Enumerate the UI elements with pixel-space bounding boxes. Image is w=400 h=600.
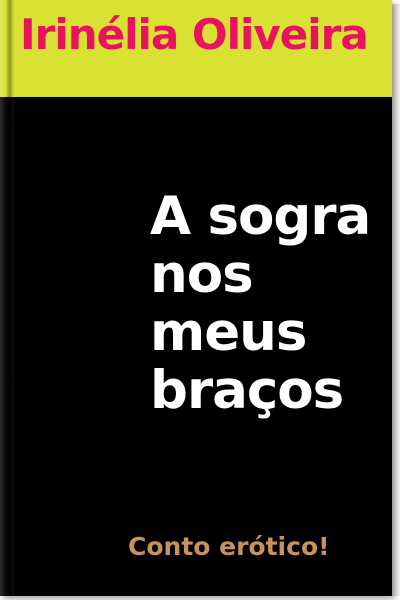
title-line: braços <box>150 360 344 421</box>
author-name: Irinélia Oliveira <box>20 10 368 59</box>
subtitle: Conto erótico! <box>128 532 330 561</box>
title-line: A sogra <box>150 186 371 247</box>
title-line: meus <box>150 302 307 363</box>
book-title <box>150 188 370 420</box>
title-line: nos <box>150 244 253 305</box>
page-edge <box>392 4 400 596</box>
author-band <box>0 0 392 97</box>
